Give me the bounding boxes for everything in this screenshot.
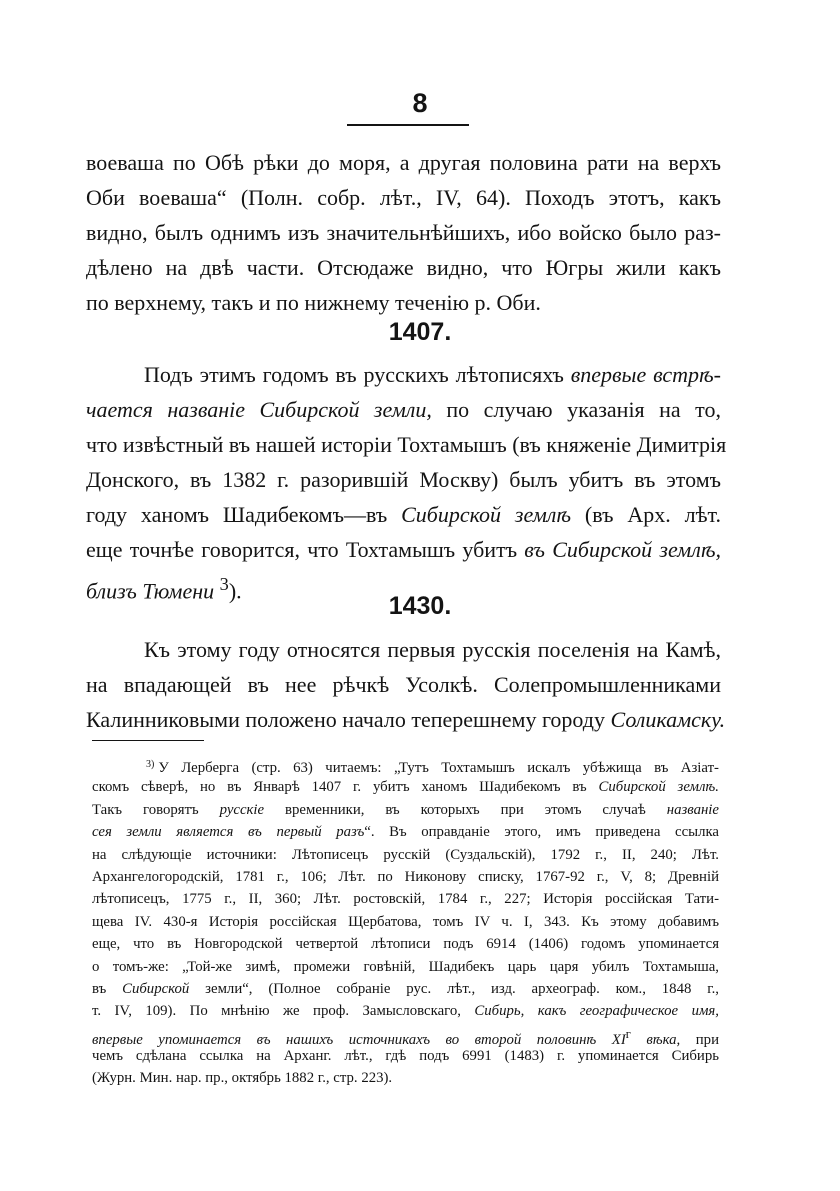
italic-text: впервые упоминается въ нашихъ источникахъ во второй половинѣ XI: [92, 1031, 626, 1048]
paragraph-continuation: [86, 145, 721, 320]
italic-text: близъ Тюмени: [86, 578, 215, 604]
italic-text: впервые встрѣ-: [570, 362, 721, 387]
italic-text: русскіе: [219, 801, 265, 818]
text-line: Оби воеваша“ (Полн. собр. лѣт., IV, 64). Походъ этотъ, какъ: [86, 185, 721, 210]
footnote-rule: [92, 740, 204, 741]
italic-text: въ Сибирской землѣ,: [524, 537, 721, 562]
text-line: дѣлено на двѣ части. Отсюдаже видно, что Югры жили какъ: [86, 255, 721, 280]
italic-text: названіе: [666, 801, 719, 818]
footnote-line: щева IV. 430-я Исторія россійская Щербатова, томъ IV ч. I, 343. Къ этому добавимъ: [92, 913, 719, 930]
text-line: Подъ этимъ годомъ въ русскихъ лѣтописяхъ впервые встрѣ-: [144, 362, 721, 387]
footnote-line: на слѣдующіе источники: Лѣтописецъ русскій (Суздальскій), 1792 г., II, 240; Лѣт.: [92, 846, 719, 863]
footnote-line: лѣтописецъ, 1775 г., II, 360; Лѣт. ростовскій, 1784 г., 227; Исторія россійская Тати-: [92, 891, 719, 908]
italic-text: сея земли является въ первый разъ: [92, 824, 365, 841]
italic-text: Сибирь, какъ географическое имя,: [474, 1003, 719, 1020]
page-number: 8: [412, 88, 428, 118]
superscript: г: [625, 1026, 631, 1041]
footnote: [92, 754, 719, 1090]
text-line: еще точнѣе говорится, что Тохтамышъ убитъ въ Сибирской землѣ,: [86, 537, 721, 562]
italic-text: Сибирской землѣ.: [598, 779, 719, 796]
year-heading-1407: 1407.: [388, 318, 452, 346]
text-line: что извѣстный въ нашей исторіи Тохтамышъ (въ княженіе Димитрія: [86, 432, 727, 457]
italic-text: Сибирской землѣ: [401, 502, 572, 527]
text-line: по верхнему, такъ и по нижнему теченію р. Оби.: [86, 290, 541, 315]
year-heading-1430: 1430.: [388, 592, 452, 620]
footnote-line: въ Сибирской земли“, (Полное собраніе рус. лѣт., изд. археограф. ком., 1848 г.,: [92, 980, 719, 997]
paragraph-1407: [86, 357, 727, 604]
text-line: воевашa по Обѣ рѣки до моря, а другая половина рати на верхъ: [86, 150, 721, 175]
footnote-line: Такъ говорятъ русскіе временники, въ которыхъ при этомъ случаѣ названіе: [92, 801, 719, 818]
italic-text: чается названіе Сибирской земли,: [86, 397, 432, 422]
text-line: Калинниковыми положено начало теперешнему городу Соликамску.: [86, 707, 726, 732]
paragraph-1430: [86, 632, 726, 737]
text-line: на впадающей въ нее рѣчкѣ Усолкѣ. Солепромышленниками: [86, 672, 721, 697]
footnote-line: $^{3)}$ У Лерберга (стр. 63) читаемъ: „Тутъ Тохтамышъ искалъ убѣжища въ Азіат-: [146, 759, 719, 776]
text-line: году ханомъ Шадибекомъ—въ Сибирской землѣ (въ Арх. лѣт.: [86, 502, 721, 527]
header-rule: [347, 124, 469, 126]
text-line: Донского, въ 1382 г. разорившій Москву) былъ убитъ въ этомъ: [86, 467, 721, 492]
text-line: чается названіе Сибирской земли, по случаю указанія на то,: [86, 397, 721, 422]
footnote-line: впервые упоминается въ нашихъ источникахъ во второй половинѣ $XI^г$ вѣка, при: [92, 1026, 719, 1048]
text-line: Къ этому году относятся первыя русскія поселенія на Камѣ,: [144, 637, 721, 662]
footnote-reference: 3: [219, 574, 229, 594]
footnote-line: скомъ сѣверѣ, но въ Январѣ 1407 г. убитъ ханомъ Шадибекомъ въ Сибирской землѣ.: [92, 779, 719, 796]
footnote-line: сея земли является въ первый разъ“. Въ оправданіе этого, имъ приведена ссылка: [92, 824, 719, 841]
footnote-line: (Журн. Мин. нар. пр., октябрь 1882 г., стр. 223).: [92, 1070, 393, 1087]
italic-text: Сибирской: [122, 980, 190, 997]
footnote-line: о томъ-же: „Той-же зимѣ, промежи говѣній, Шадибекъ царь царя убилъ Тохтамыша,: [92, 958, 719, 975]
italic-text: Соликамску.: [610, 707, 726, 732]
text-line: видно, былъ однимъ изъ значительнѣйшихъ, ибо войско было раз-: [86, 220, 721, 245]
footnote-line: т. IV, 109). По мнѣнію же проф. Замысловскаго, Сибирь, какъ географическое имя,: [92, 1003, 719, 1020]
footnote-marker: 3): [146, 759, 155, 770]
footnote-line: Архангелогородскій, 1781 г., 106; Лѣт. по Никонову списку, 1767-92 г., V, 8; Древній: [92, 868, 719, 885]
footnote-line: еще, что въ Новгородской четвертой лѣтописи подъ 6914 (1406) годомъ упоминается: [92, 936, 719, 953]
italic-text: вѣка,: [630, 1031, 681, 1048]
footnote-line: чемъ сдѣлана ссылка на Арханг. лѣт., гдѣ подъ 6991 (1483) г. упоминается Сибирь: [92, 1048, 719, 1065]
text-line: близъ Тюмени $^3$).: [86, 574, 242, 604]
